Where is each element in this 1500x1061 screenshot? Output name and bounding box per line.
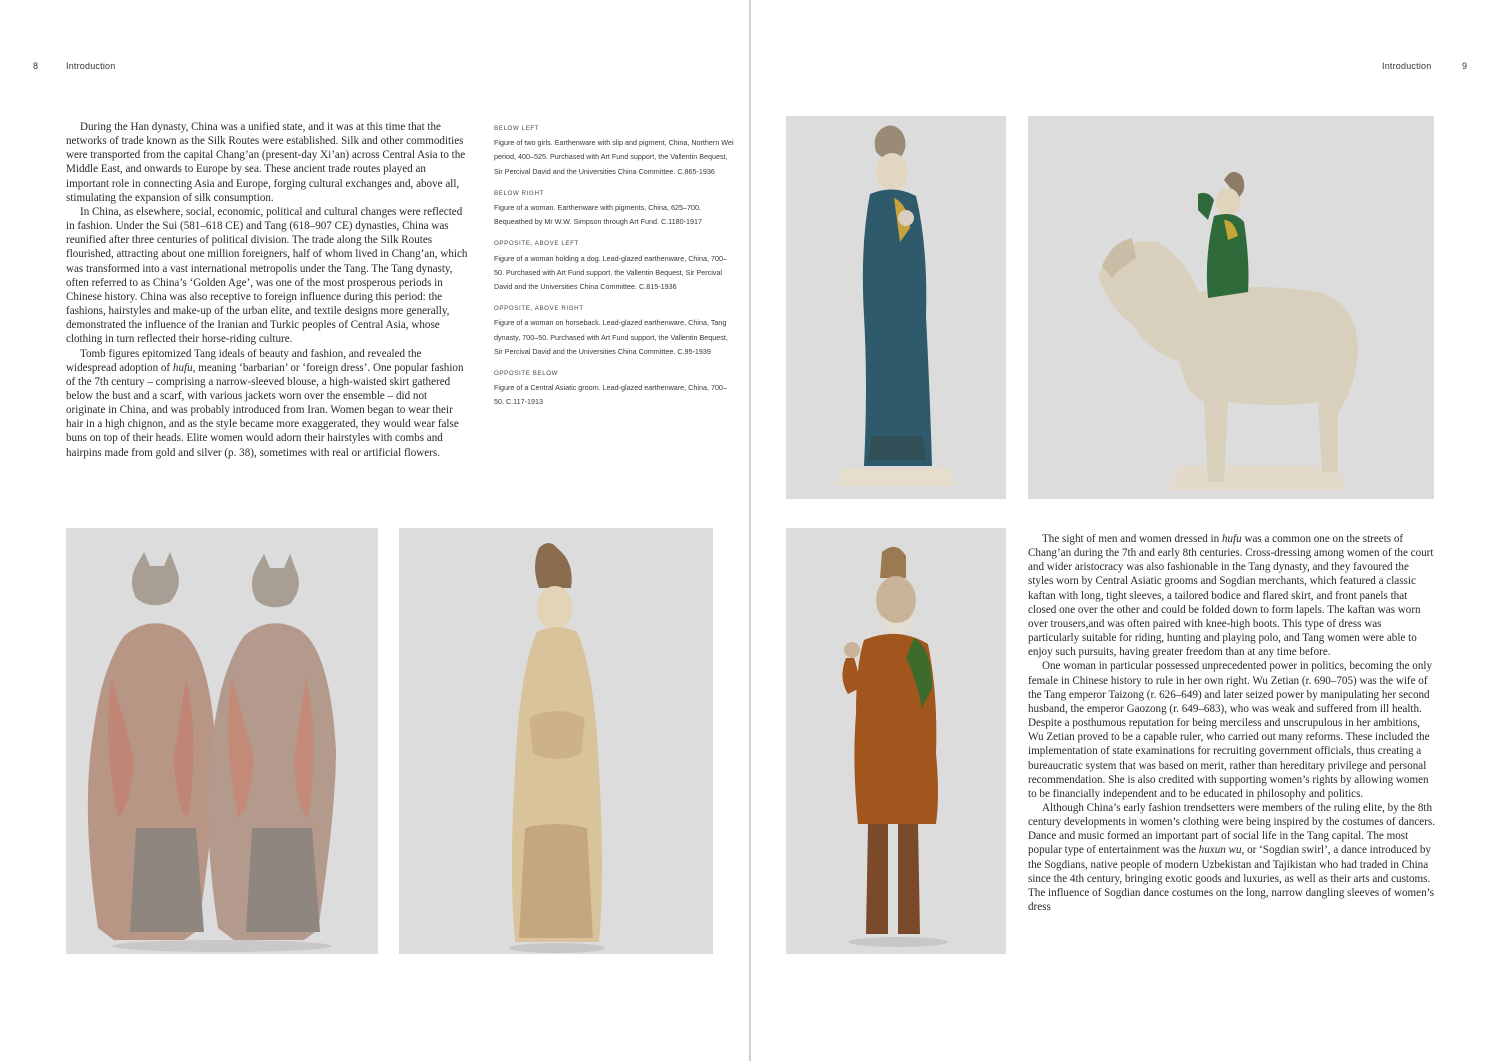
running-head-left: Introduction xyxy=(66,61,116,71)
caption-heading: BELOW RIGHT xyxy=(494,189,544,197)
page-number-right: 9 xyxy=(1462,61,1468,71)
italic-term: hufu xyxy=(172,361,193,374)
caption xyxy=(494,237,734,294)
caption xyxy=(494,302,734,359)
right-body-text xyxy=(1028,532,1435,914)
caption-text: Figure of a Central Asiatic groom. Lead-glazed earthenware, China, 700–50. C.117-1913 xyxy=(494,383,727,407)
italic-term: hufu xyxy=(1221,533,1242,545)
caption-text: Figure of a woman. Earthenware with pigments, China, 625–700. Bequeathed by Mr W.W. Simpson through Art Fund. C.1180-1917 xyxy=(494,203,703,227)
left-body-text xyxy=(66,120,468,460)
paragraph: During the Han dynasty, China was a unified state, and it was at this time that the networks of trade known as the Silk Routes were established. Silk and other commodities were transported from the capital Chang’an (present-day Xi’an) across Central Asia to the Middle East, and onwards to Europe by sea. These ancient trade routes played an important role in connecting Asia and Europe, forging cultural exchanges and, above all, stimulating the expansion of silk consumption. xyxy=(66,121,466,204)
caption-text: Figure of a woman on horseback. Lead-glazed earthenware, China, Tang dynasty, 700–50. Purchased with Art Fund support, the Vallentin Bequest, Sir Percival David and the Universities China Committee. C.95-1939 xyxy=(494,318,728,356)
paragraph: The sight of men and women dressed in hufu was a common one on the streets of Chang’an during the 7th and early 8th centuries. Cross-dressing among women of the court and wider aristocracy was also fashionable in the Tang dynasty, and they favoured the styles worn by Central Asiatic grooms and Sogdian merchants, which featured a classic kaftan with long, tight sleeves, a tailored bodice and flared skirt, and front panels that closed one over the other and could be folded down to form lapels. The kaftan was worn over trousers,and was often paired with knee-high boots. This type of dress was particularly suitable for riding, hunting and playing polo, and Tang women were able to enjoy such pursuits, having greater freedom than at any time before. xyxy=(1028,533,1434,659)
page-number-left: 8 xyxy=(33,61,39,71)
caption-text: Figure of two girls. Earthenware with slip and pigment, China, Northern Wei period, 400–525. Purchased with Art Fund support, the Vallentin Bequest, Sir Percival David and the Universities China Committee. C.865-1936 xyxy=(494,138,734,176)
paragraph: Tomb figures epitomized Tang ideals of beauty and fashion, and revealed the widespread adoption of hufu, meaning ‘barbarian’ or ‘foreign dress’. One popular fashion of the 7th century – comprising a narrow-sleeved blouse, a high-waisted skirt gathered below the bust and a scarf, with various jackets worn over the ensemble – did not originate in China, and was probably introduced from Iran. Women began to wear their hair in a high chignon, and as the style became more exaggerated, they would wear false buns on top of their heads. Elite women would adorn their hairstyles with combs and hairpins made from gold and silver (p. 38), sometimes with real or artificial flowers. xyxy=(66,347,464,459)
caption-heading: OPPOSITE BELOW xyxy=(494,370,559,378)
photo-two-girls-figure xyxy=(66,528,378,954)
paragraph: One woman in particular possessed unprecedented power in politics, becoming the only female in Chinese history to rule in her own right. Wu Zetian (r. 690–705) was the wife of the Tang emperor Taizong (r. 626–649) and later seized power by manipulating her second husband, the emperor Gaozong (r. 649–683), who was weak and suffered from ill health. Despite a posthumous reputation for being merciless and unscrupulous in her ambitions, Wu Zetian proved to be a capable ruler, who carried out many reforms. These included the implementation of state examinations for recruiting government officials, thus creating a bureaucratic system that was based on merit, rather than hereditary privilege and personal recommendation. She is also credited with supporting women’s rights by allowing women to be financially independent and to be educated in philosophy and politics. xyxy=(1028,660,1433,800)
photo-woman-with-dog-figure xyxy=(786,116,1006,499)
paragraph: Although China’s early fashion trendsetters were members of the ruling elite, by the 8th century developments in women’s clothing were being inspired by the costumes of dancers. Dance and music formed an important part of social life in the Tang capital. The most popular type of entertainment was the huxun wu, or ‘Sogdian swirl’, a dance introduced by the Sogdians, native people of modern Uzbekistan and Tajikistan who had traded in China since the 4th century, bringing exotic goods and luxuries, as well as their arts and customs. The influence of Sogdian dance costumes on the long, narrow dangling sleeves of women’s dress xyxy=(1028,801,1435,914)
caption-heading: OPPOSITE, ABOVE RIGHT xyxy=(494,305,584,313)
photo-woman-on-horseback-figure xyxy=(1028,116,1434,499)
caption-column xyxy=(494,122,734,418)
italic-term: huxun wu xyxy=(1198,844,1242,857)
caption-heading: OPPOSITE, ABOVE LEFT xyxy=(494,240,579,248)
photo-woman-figure xyxy=(399,528,713,954)
left-page xyxy=(0,0,749,1061)
caption xyxy=(494,367,734,410)
caption xyxy=(494,187,734,230)
photo-central-asiatic-groom-figure xyxy=(786,528,1006,954)
paragraph: In China, as elsewhere, social, economic, political and cultural changes were reflected in fashion. Under the Sui (581–618 CE) and Tang (618–907 CE) dynasties, China was reunified after three centuries of political division. The trade along the Silk Routes flourished, attracting about one million foreigners, half of whom lived in Chang’an, which was transformed into a vast international metropolis under the Tang. The Tang dynasty, often referred to as China’s ‘Golden Age’, was one of the most prosperous periods in Chinese history. China was also receptive to foreign influence during this period: the fashions, hairstyles and make-up of the urban elite, and textile designs more generally, demonstrated the influence of the Iranian and Turkic peoples of Central Asia, whose clothing in turn reflected their horse-riding culture. xyxy=(66,205,468,346)
caption xyxy=(494,122,734,179)
caption-text: Figure of a woman holding a dog. Lead-glazed earthenware, China, 700–50. Purchased with Art Fund support, the Vallentin Bequest, Sir Percival David and the Universities China Committee. C.815-1936 xyxy=(494,253,727,292)
running-head-right: Introduction xyxy=(1382,61,1432,71)
right-page xyxy=(751,0,1500,1061)
caption-heading: BELOW LEFT xyxy=(494,125,540,132)
